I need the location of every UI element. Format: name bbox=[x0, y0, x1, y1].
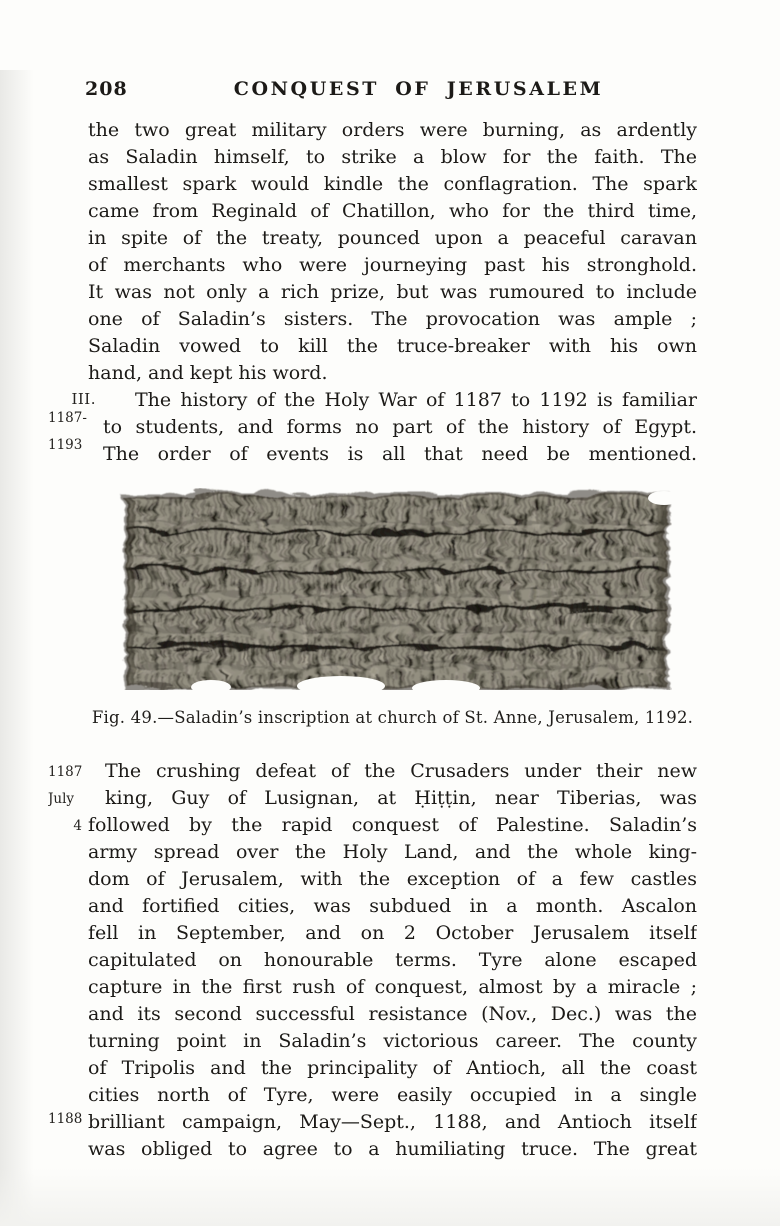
text-line: as Saladin himself, to strike a blow for the faith. The bbox=[88, 146, 697, 168]
scan-edge-bottom bbox=[0, 1168, 780, 1226]
body-paragraph-1 bbox=[88, 117, 697, 387]
sidenote-section-numeral: III. bbox=[71, 390, 96, 408]
text-line: Saladin vowed to kill the truce-breaker with his own bbox=[88, 335, 697, 357]
text-line: hand, and kept his word. bbox=[88, 362, 328, 384]
text-line: king, Guy of Lusignan, at Ḥiṭṭin, near Tiberias, was bbox=[105, 787, 697, 809]
text-line: was obliged to agree to a humiliating truce. The great bbox=[88, 1138, 697, 1160]
body-paragraph-2 bbox=[88, 387, 697, 468]
text-line: of merchants who were journeying past his stronghold. bbox=[88, 254, 697, 276]
running-header-title: CONQUEST OF JERUSALEM bbox=[233, 78, 604, 100]
text-line: The history of the Holy War of 1187 to 1192 is familiar bbox=[135, 389, 697, 411]
text-line: capitulated on honourable terms. Tyre alone escaped bbox=[88, 949, 697, 971]
text-line: and its second successful resistance (Nov., Dec.) was the bbox=[88, 1003, 697, 1025]
text-line: to students, and forms no part of the history of Egypt. bbox=[103, 416, 697, 438]
text-line: one of Saladin’s sisters. The provocation was ample ; bbox=[88, 308, 697, 330]
text-line: 1187 bbox=[48, 764, 83, 780]
inscription-image bbox=[116, 488, 672, 690]
body-paragraph-3 bbox=[88, 758, 697, 1163]
text-line: in spite of the treaty, pounced upon a peaceful caravan bbox=[88, 227, 697, 249]
text-line: It was not only a rich prize, but was rumoured to include bbox=[88, 281, 697, 303]
text-line: of Tripolis and the principality of Antioch, all the coast bbox=[88, 1057, 697, 1079]
text-line: cities north of Tyre, were easily occupied in a single bbox=[88, 1084, 697, 1106]
page-number: 208 bbox=[85, 78, 128, 100]
figure-49 bbox=[116, 488, 672, 690]
text-line: and fortified cities, was subdued in a month. Ascalon bbox=[88, 895, 697, 917]
text-line: The order of events is all that need be mentioned. bbox=[103, 443, 697, 465]
text-line: army spread over the Holy Land, and the whole king- bbox=[88, 841, 697, 863]
text-line: The crushing defeat of the Crusaders under their new bbox=[105, 760, 697, 782]
text-line: brilliant campaign, May—Sept., 1188, and Antioch itself bbox=[88, 1111, 697, 1133]
text-line: 1187- bbox=[48, 410, 87, 426]
sidenote-day: 4 bbox=[73, 818, 82, 834]
text-line: turning point in Saladin’s victorious career. The county bbox=[88, 1030, 697, 1052]
running-head bbox=[85, 78, 697, 104]
text-line: the two great military orders were burning, as ardently bbox=[88, 119, 697, 141]
sidenote-year bbox=[48, 1110, 96, 1137]
figure-caption: Fig. 49.—Saladin’s inscription at church of St. Anne, Jerusalem, 1192. bbox=[91, 708, 694, 727]
text-line: smallest spark would kindle the conflagration. The spark bbox=[88, 173, 697, 195]
text-line: followed by the rapid conquest of Palestine. Saladin’s bbox=[88, 814, 697, 836]
text-line: 1188 bbox=[48, 1111, 83, 1127]
text-line: capture in the first rush of conquest, almost by a miracle ; bbox=[88, 976, 697, 998]
text-line: fell in September, and on 2 October Jerusalem itself bbox=[88, 922, 697, 944]
text-line: came from Reginald of Chatillon, who for the third time, bbox=[88, 200, 697, 222]
text-line: dom of Jerusalem, with the exception of a few castles bbox=[88, 868, 697, 890]
sidenote-campaign-year bbox=[48, 1110, 96, 1137]
scan-edge-left bbox=[0, 70, 34, 1226]
text-line: 1193 bbox=[48, 437, 83, 453]
text-line: July bbox=[48, 791, 75, 807]
